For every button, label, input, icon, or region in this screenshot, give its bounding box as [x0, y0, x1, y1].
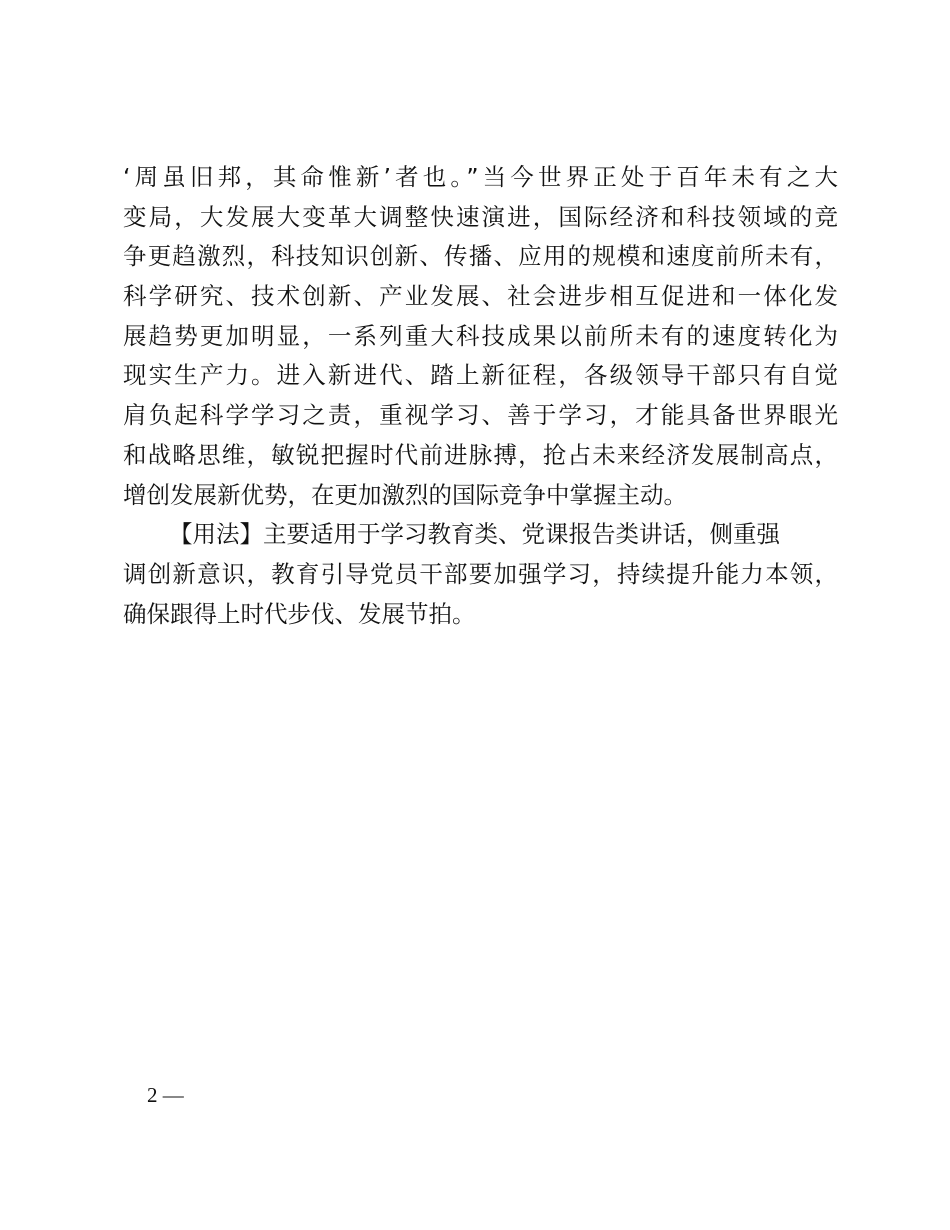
paragraph-line: 变局，大发展大变革大调整快速演进，国际经济和科技领域的竞	[123, 202, 838, 231]
paragraph-line: ‘周虽旧邦，其命惟新’者也。”当今世界正处于百年未有之大	[123, 163, 838, 191]
paragraph-line: 确保跟得上时代步伐、发展节拍。	[123, 599, 476, 628]
paragraph-line: 【用法】主要适用于学习教育类、党课报告类讲话，侧重强	[169, 520, 780, 549]
paragraph-line: 科学研究、技术创新、产业发展、社会进步相互促进和一体化发	[123, 282, 838, 311]
paragraph-line: 肩负起科学学习之责，重视学习、善于学习，才能具备世界眼光	[123, 401, 838, 430]
paragraph-line: 增创发展新优势，在更加激烈的国际竞争中掌握主动。	[123, 480, 687, 509]
paragraph-line: 争更趋激烈，科技知识创新、传播、应用的规模和速度前所未有，	[123, 242, 838, 271]
page-number: 2 —	[147, 1083, 184, 1107]
paragraph-line: 展趋势更加明显，一系列重大科技成果以前所未有的速度转化为	[123, 321, 838, 350]
body-text	[123, 158, 838, 634]
paragraph-line: 和战略思维，敏锐把握时代前进脉搏，抢占未来经济发展制高点，	[123, 440, 838, 469]
paragraph-line: 调创新意识，教育引导党员干部要加强学习，持续提升能力本领，	[123, 559, 838, 588]
paragraph-line: 现实生产力。进入新进代、踏上新征程，各级领导干部只有自觉	[123, 361, 838, 390]
